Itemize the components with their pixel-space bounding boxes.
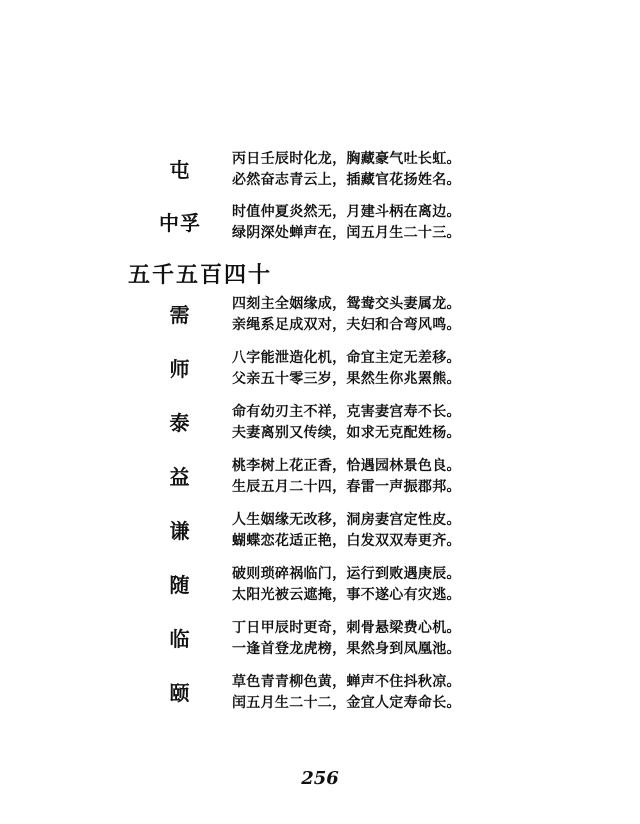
verse-line: 蝴蝶恋花适正艳，白发双双寿更齐。 bbox=[232, 533, 461, 549]
verse-line: 丁日甲辰时更奇，刺骨悬梁费心机。 bbox=[232, 620, 461, 636]
hexagram-name: 泰 bbox=[169, 411, 191, 435]
verse bbox=[232, 149, 512, 191]
entry-shi bbox=[150, 347, 490, 391]
verse bbox=[232, 510, 512, 552]
entry-tun bbox=[150, 148, 490, 192]
entry-sui bbox=[150, 563, 490, 607]
verse-line: 闰五月生二十二，金宜人定寿命长。 bbox=[232, 695, 461, 711]
verse-line: 一逢首登龙虎榜，果然身到凤凰池。 bbox=[232, 641, 461, 657]
hexagram-name: 中孚 bbox=[159, 211, 201, 235]
verse-line: 太阳光被云遮掩，事不遂心有灾逃。 bbox=[232, 587, 461, 603]
verse-line: 命有幼刃主不祥，克害妻宫寿不长。 bbox=[232, 404, 461, 420]
verse-line: 四刻主全姻缘成，鸳鸯交头妻属龙。 bbox=[232, 296, 461, 312]
section-heading: 五千五百四十 bbox=[128, 262, 273, 288]
verse bbox=[232, 348, 512, 390]
verse-line: 草色青青柳色黄，蝉声不住抖秋凉。 bbox=[232, 674, 461, 690]
verse bbox=[232, 672, 512, 714]
verse bbox=[232, 402, 512, 444]
verse bbox=[232, 618, 512, 660]
verse bbox=[232, 564, 512, 606]
verse bbox=[232, 202, 512, 244]
verse-line: 夫妻离别又传续，如求无克配姓杨。 bbox=[232, 425, 461, 441]
hexagram-name: 需 bbox=[169, 303, 191, 327]
verse bbox=[232, 456, 512, 498]
verse-line: 绿阴深处蝉声在，闰五月生二十三。 bbox=[232, 225, 461, 241]
hexagram-name: 谦 bbox=[169, 519, 191, 543]
hexagram-name: 益 bbox=[169, 465, 191, 489]
entry-yi bbox=[150, 455, 490, 499]
verse-line: 父亲五十零三岁，果然生你兆罴熊。 bbox=[232, 371, 461, 387]
entry-tai bbox=[150, 401, 490, 445]
verse-line: 破则琐碎祸临门，运行到败遇庚辰。 bbox=[232, 566, 461, 582]
hexagram-name: 临 bbox=[169, 627, 191, 651]
verse-line: 生辰五月二十四，春雷一声振郡邦。 bbox=[232, 479, 461, 495]
entry-yi-nourishment bbox=[150, 671, 490, 715]
verse-line: 亲绳系足成双对，夫妇和合弯风鸣。 bbox=[232, 317, 461, 333]
verse bbox=[232, 294, 512, 336]
entry-zhongfu bbox=[150, 201, 490, 245]
hexagram-name: 师 bbox=[169, 357, 191, 381]
entry-qian bbox=[150, 509, 490, 553]
verse-line: 人生姻缘无改移，洞房妻宫定性皮。 bbox=[232, 512, 461, 528]
hexagram-name: 颐 bbox=[169, 681, 191, 705]
verse-line: 八字能泄造化机，命宜主定无差移。 bbox=[232, 350, 461, 366]
verse-line: 必然奋志青云上，插藏官花扬姓名。 bbox=[232, 172, 461, 188]
verse-line: 丙日壬辰时化龙，胸藏豪气吐长虹。 bbox=[232, 151, 461, 167]
entry-xu bbox=[150, 293, 490, 337]
verse-line: 时值仲夏炎然无，月建斗柄在离边。 bbox=[232, 204, 461, 220]
hexagram-name: 随 bbox=[169, 573, 191, 597]
hexagram-name: 屯 bbox=[169, 158, 191, 182]
verse-line: 桃李树上花正香，恰遇园林景色良。 bbox=[232, 458, 461, 474]
page-number: 256 bbox=[301, 768, 339, 789]
entry-lin bbox=[150, 617, 490, 661]
